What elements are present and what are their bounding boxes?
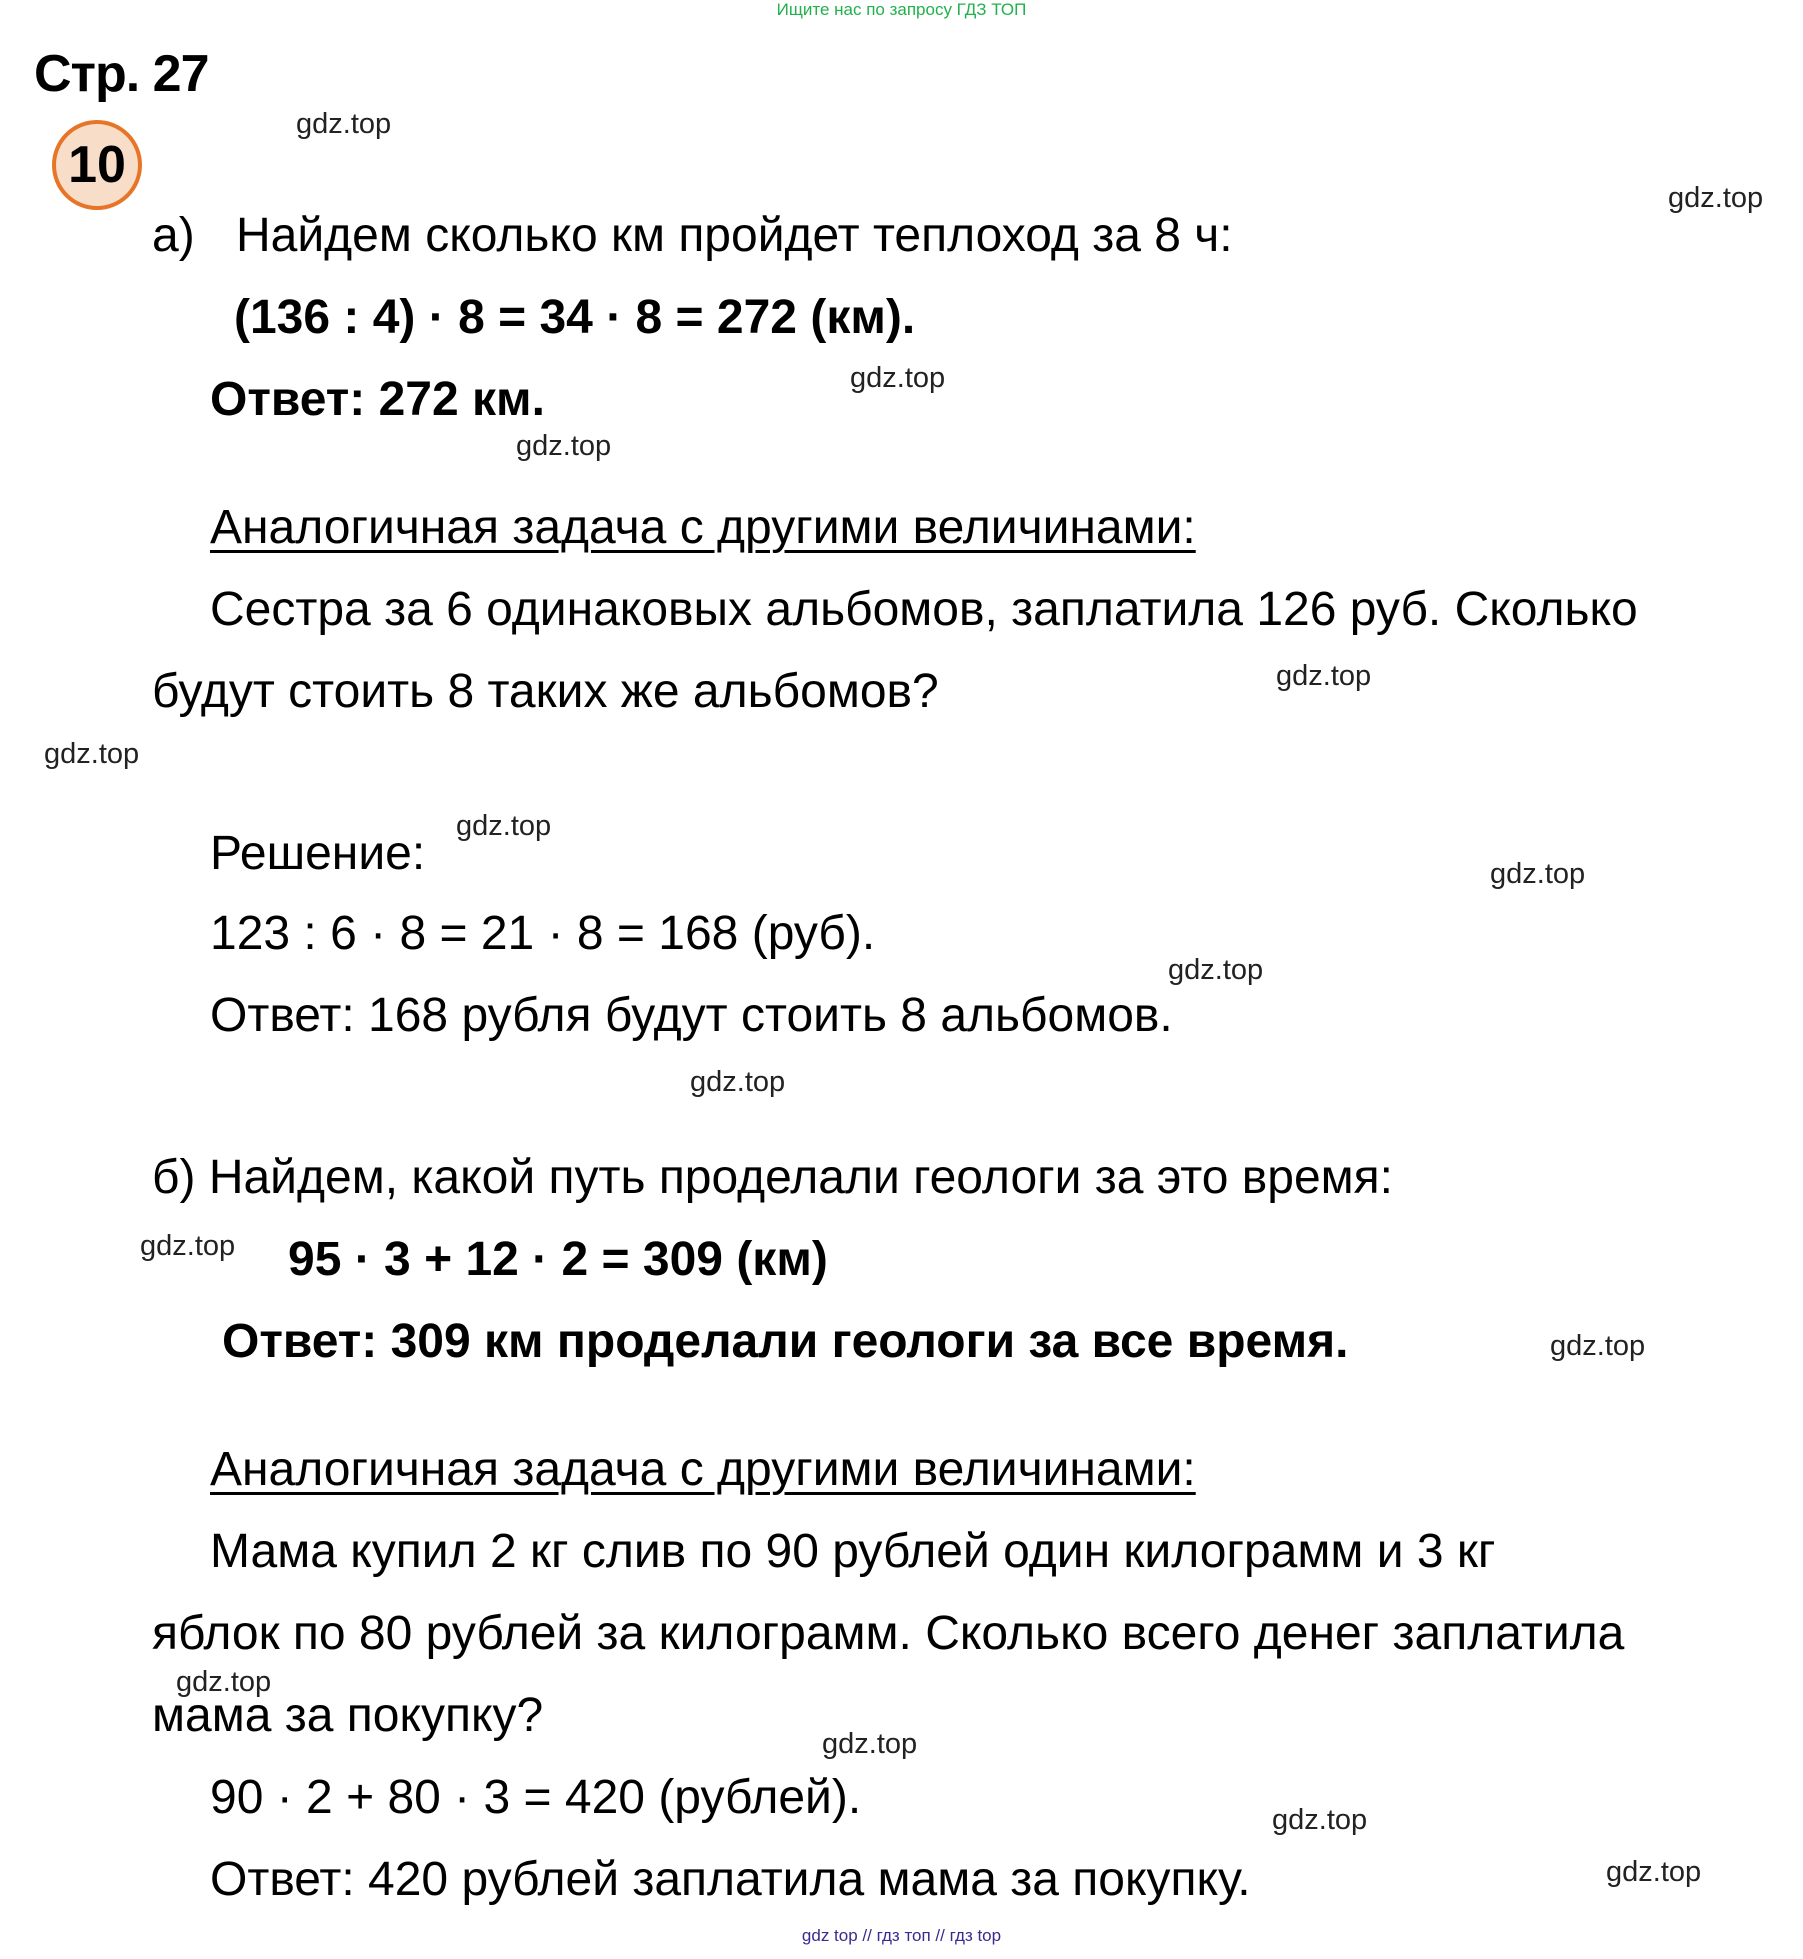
watermark: gdz.top — [1550, 1330, 1646, 1362]
analog-b-problem-line3: мама за покупку? — [152, 1689, 544, 1742]
analog-a-problem-line1: Сестра за 6 одинаковых альбомов, заплатила 126 руб. Сколько — [210, 583, 1638, 636]
page-title: Стр. 27 — [34, 45, 209, 103]
analog-b-problem-line1: Мама купил 2 кг слив по 90 рублей один килограмм и 3 кг — [210, 1525, 1496, 1578]
watermark: gdz.top — [850, 362, 946, 394]
task-number-badge — [52, 120, 142, 210]
analog-b-formula: 90 · 2 + 80 · 3 = 420 (рублей). — [210, 1771, 862, 1824]
watermark: gdz.top — [516, 430, 612, 462]
watermark: gdz.top — [1490, 858, 1586, 890]
task-number: 10 — [68, 136, 126, 194]
analog-b-heading: Аналогичная задача с другими величинами: — [210, 1443, 1196, 1496]
watermark: gdz.top — [822, 1728, 918, 1760]
watermark: gdz.top — [1668, 182, 1764, 214]
watermark: gdz.top — [690, 1066, 786, 1098]
analog-a-solution-label: Решение: — [210, 827, 426, 880]
watermark: gdz.top — [1606, 1856, 1702, 1888]
analog-a-formula: 123 : 6 · 8 = 21 · 8 = 168 (руб). — [210, 907, 876, 960]
watermark: gdz.top — [1168, 954, 1264, 986]
watermark: gdz.top — [1272, 1804, 1368, 1836]
watermark: gdz.top — [176, 1666, 272, 1698]
watermark: gdz.top — [296, 108, 392, 140]
part-a-formula: (136 : 4) · 8 = 34 · 8 = 272 (км). — [234, 291, 916, 344]
part-a-answer: Ответ: 272 км. — [210, 373, 545, 426]
part-b-intro: б) Найдем, какой путь проделали геологи за это время: — [152, 1151, 1393, 1204]
footer: gdz top // гдз топ // гдз top — [801, 1926, 1002, 1945]
watermark: gdz.top — [140, 1230, 236, 1262]
top-banner: Ищите нас по запросу ГДЗ ТОП — [776, 0, 1027, 19]
analog-a-heading: Аналогичная задача с другими величинами: — [210, 501, 1196, 554]
analog-a-answer: Ответ: 168 рубля будут стоить 8 альбомов. — [210, 989, 1173, 1042]
analog-b-answer: Ответ: 420 рублей заплатила мама за покупку. — [210, 1853, 1251, 1906]
analog-b-problem-line2: яблок по 80 рублей за килограмм. Сколько всего денег заплатила — [152, 1607, 1625, 1660]
part-a-label: а) — [152, 209, 195, 262]
analog-a-problem-line2: будут стоить 8 таких же альбомов? — [152, 665, 939, 718]
part-a-intro: Найдем сколько км пройдет теплоход за 8 ч: — [236, 209, 1233, 262]
part-b-answer: Ответ: 309 км проделали геологи за все время. — [222, 1315, 1349, 1368]
watermark: gdz.top — [44, 738, 140, 770]
watermark: gdz.top — [456, 810, 552, 842]
part-b-formula: 95 · 3 + 12 · 2 = 309 (км) — [288, 1233, 828, 1286]
watermark: gdz.top — [1276, 660, 1372, 692]
